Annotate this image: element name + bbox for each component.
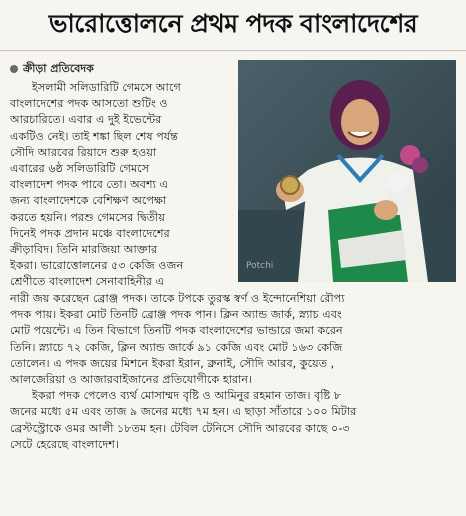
article-wide-line: মোট পয়েন্টে। এ তিন বিভাগে তিনটি পদক বাংলাদেশের ভান্ডারে জমা করেন — [10, 324, 343, 338]
byline-text: ক্রীড়া প্রতিবেদক — [23, 61, 94, 75]
article-column-line: ক্রীড়াবিদ। তিনি মারজিয়া আক্তার — [10, 242, 158, 256]
article-column-line: এবারের ৬ষ্ঠ সলিডারিটি গেমসে — [10, 161, 150, 175]
article-wide-line: তিনি। স্ন্যাচে ৭২ কেজি, ক্লিন অ্যান্ড জার্কে ৯১ কেজি এবং মোট ১৬৩ কেজি — [10, 340, 343, 354]
photo-athlete-with-medal-icon — [238, 60, 456, 282]
athlete-photo — [238, 60, 456, 282]
article-column-line: বাংলাদেশ পদক পাবে তো। অবশ্য এ — [10, 178, 168, 192]
article-column-line: জন্য বাংলাদেশকে বেশিক্ষণ অপেক্ষা — [10, 194, 167, 208]
article-wide-line: জনের মধ্যে ৫ম এবং তাজ ৯ জনের মধ্যে ৭ম হন। এ ছাড়া সাঁতারে ১০০ মিটার — [10, 405, 357, 419]
article-wide-line: সেটে হেরেছে বাংলাদেশ। — [10, 437, 119, 451]
article-column-line: ইকরা। ভারোত্তোলনের ৫৩ কেজি ওজন — [10, 259, 184, 273]
article-wide-line: পদক পায়। ইকরা মোট তিনটি ব্রোঞ্জ পদক পান। ক্লিন অ্যান্ড জার্ক, স্ন্যাচ এবং — [10, 308, 342, 322]
article-wide-line: আলজেরিয়া ও আজারবাইজানের প্রতিযোগীকে হারান। — [10, 372, 253, 386]
headline: ভারোত্তোলনে প্রথম পদক বাংলাদেশের — [0, 0, 466, 51]
article-wide-line: তোলেন। এ পদক জয়ের মিশনে ইকরা ইরান, ব্রুনাই, সৌদি আরব, কুয়েত , — [10, 356, 335, 370]
article-body-wide — [10, 291, 456, 453]
article-wide-line: ব্রেস্টস্ট্রোকে ওমর আলী ১৮তম হন। টেবিল টেনিসে সৌদি আরবের কাছে ০-৩ — [10, 421, 350, 435]
article-column-line: বাংলাদেশের পদক আসতো শুটিং ও — [10, 97, 168, 111]
article-column-line: আরচারিতে। এবার এ দুই ইভেন্টের — [10, 113, 162, 127]
banner-text: Potchi — [246, 261, 274, 271]
article-column-line: শ্রেণীতে বাংলাদেশ সেনাবাহিনীর এ — [10, 275, 164, 289]
article-column-line: সৌদি আরবের রিয়াদে শুরু হওয়া — [10, 145, 157, 159]
article-column-line: ইসলামী সলিডারিটি গেমসে আগে — [32, 81, 181, 94]
article-column-line: করতে হয়নি। পরশু গেমসের দ্বিতীয় — [10, 210, 165, 224]
article-column-line: একটিও নেই। তাই শঙ্কা ছিল শেষ পর্যন্ত — [10, 129, 178, 143]
article-column-line: দিনেই পদক প্রদান মঞ্চে বাংলাদেশের — [10, 226, 170, 240]
article-wide-line: নারী জয় করেছেন ব্রোঞ্জ পদক। তাকে টপকে তুরস্ক স্বর্ণ ও ইন্দোনেশিয়া রৌপ্য — [10, 292, 345, 305]
article-column — [10, 80, 232, 290]
byline — [10, 60, 94, 78]
article-wide-line: ইকরা পদক পেলেও ব্যর্থ মোসাম্মদ বৃষ্টি ও আমিনুর রহমান তাজ। বৃষ্টি ৮ — [32, 389, 342, 403]
bullet-icon — [10, 65, 18, 73]
